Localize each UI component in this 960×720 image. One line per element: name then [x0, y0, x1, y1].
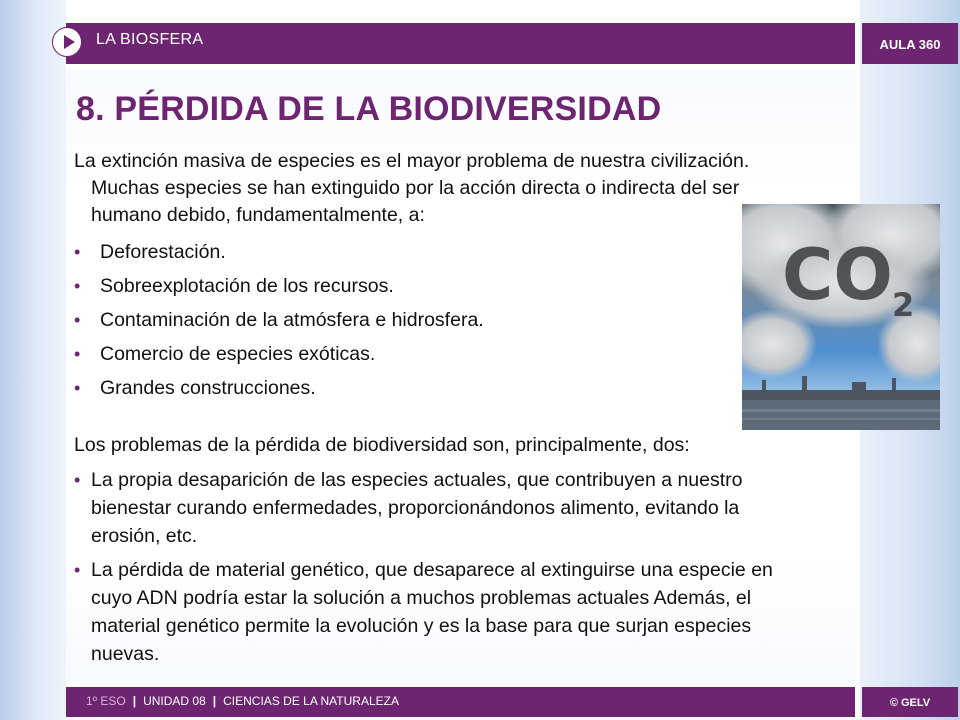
footer-unit: UNIDAD 08: [143, 694, 206, 708]
list-item: [74, 376, 714, 410]
footer-course: 1º ESO: [86, 694, 126, 708]
play-icon[interactable]: [52, 27, 82, 57]
left-decor-strip: [0, 0, 66, 720]
list-item: [74, 556, 814, 668]
cause-text: Deforestación.: [100, 241, 226, 263]
problems-intro: Los problemas de la pérdida de biodiversidad son, principalmente, dos:: [74, 434, 690, 456]
bullet-icon: •: [74, 470, 81, 490]
bullet-icon: •: [74, 276, 81, 296]
co2-subscript: 2: [892, 286, 915, 324]
list-item: [74, 308, 714, 342]
brand-label: AULA 360: [879, 37, 941, 52]
cause-text: Grandes construcciones.: [100, 377, 316, 399]
slide-title: 8. PÉRDIDA DE LA BIODIVERSIDAD: [76, 90, 662, 128]
list-item: [74, 240, 714, 274]
list-item: [74, 342, 714, 376]
problem-text: La pérdida de material genético, que desaparece al extinguirse una especie en cuyo ADN podría estar la solución a muchos problemas actuales Además, el material genético permite la evolución y es la base para que surjan especies nuevas.: [91, 559, 773, 665]
cause-text: Contaminación de la atmósfera e hidrosfera.: [100, 309, 484, 331]
co2-letters: CO: [782, 234, 893, 316]
list-item: [74, 466, 814, 550]
section-title: LA BIOSFERA: [96, 31, 204, 48]
footer-separator: |: [212, 694, 217, 708]
problems-list: [74, 466, 814, 674]
bullet-icon: •: [74, 242, 81, 262]
co2-pollution-photo: [742, 204, 940, 430]
footer-info: [86, 694, 399, 708]
bullet-icon: •: [74, 310, 81, 330]
list-item: [74, 274, 714, 308]
cause-text: Comercio de especies exóticas.: [100, 343, 376, 365]
causes-list: [74, 240, 714, 410]
bullet-icon: •: [74, 378, 81, 398]
cause-text: Sobreexplotación de los recursos.: [100, 275, 394, 297]
copyright: © GELV: [889, 697, 931, 709]
footer-separator: |: [132, 694, 137, 708]
bullet-icon: •: [74, 344, 81, 364]
footer-subject: CIENCIAS DE LA NATURALEZA: [223, 694, 399, 708]
intro-paragraph: La extinción masiva de especies es el mayor problema de nuestra civilización. Muchas especies se han extinguido por la acción directa o indirecta del ser humano debido, fundamentalmente, a:: [74, 150, 750, 226]
problem-text: La propia desaparición de las especies actuales, que contribuyen a nuestro bienestar curando enfermedades, proporcionándonos alimento, evitando la erosión, etc.: [91, 469, 743, 547]
bullet-icon: •: [74, 560, 81, 580]
